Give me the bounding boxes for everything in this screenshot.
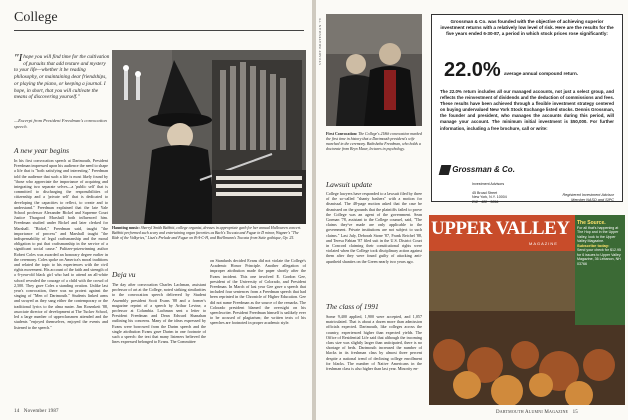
ad-body: The 22.0% return includes all our managed accounts, not just a select group, and reflects the reinvestment of dividends and the deduction of commissions and fees. These results have been achieved through a flexible investment strategy centered on buying undervalued New York Stock Exchange listed stocks. Dennis Grossman, the founder and president, who manages the accounts during this period, will manage your account. The minimum initial investment is $50,000. For further information, including a free brochure, call or write: bbox=[440, 89, 614, 131]
quote-attribution: —Excerpt from President Freedman's convocation speech. bbox=[14, 118, 107, 129]
caption-text: Sherryl Smith Babbitt, college organist, dresses in appropriate garb for her annual Halloween concert. Babbitt performed such scary and entertaining organ favorites as Bach's Toccata and Fugue in D minor, Wagner's "The Ride of the Valkyries," Liszt's Prelude and Fugue on B-A-C-H, and Boëllmann's Toccata from Suite gothique, Op. 25. bbox=[112, 226, 302, 240]
grossman-ad bbox=[431, 14, 623, 202]
ad-address bbox=[472, 177, 507, 205]
title-rule bbox=[14, 30, 304, 31]
upper-valley-magazine-label: MAGAZINE bbox=[529, 241, 558, 246]
upper-valley-sidebar bbox=[577, 221, 625, 266]
upper-valley-side-text: For all that's happening at The Hop and in the Upper Valley, look to the Upper Valley Magazine. bbox=[577, 225, 619, 243]
organist-photo bbox=[112, 50, 306, 224]
subhead-lawsuit: Lawsuit update bbox=[326, 180, 373, 189]
subhead-class-1991: The class of 1991 bbox=[326, 302, 379, 311]
ad-logo-sub: Investment Advisors bbox=[472, 181, 505, 186]
left-footer bbox=[14, 409, 59, 414]
upper-valley-side-title: The Source. bbox=[577, 220, 606, 226]
quote-text: hope you will find time for the cultivation of pursuits that add texture and mystery to your life—whether it be reading philosophy, or maintaining dear friendships, or playing the piano, or keeping a journal. I hope, in short, that you will cultivate the means of discovering yourself." bbox=[14, 54, 110, 101]
upper-valley-sub-label: Subscribe today: bbox=[577, 242, 610, 248]
pull-quote bbox=[14, 54, 110, 101]
ad-return-label: average annual compound return. bbox=[504, 71, 579, 76]
convocation-photo bbox=[326, 14, 422, 126]
ad-return-figure: 22.0% bbox=[444, 59, 501, 81]
ad-address-text: 45 Broad Street New York, N.Y. 10004 212 · 422 · 3056 bbox=[472, 190, 507, 204]
grossman-logo bbox=[440, 165, 515, 175]
subhead-deja-vu: Deja vu bbox=[112, 270, 136, 279]
grossman-logo-icon bbox=[439, 165, 452, 175]
upper-valley-ad bbox=[429, 215, 625, 405]
ad-headline: Grossman & Co. was founded with the objective of achieving superior investment returns with a relatively low level of risk. Here are the results for the five years ended 6-30-87, a period in which stock prices rose significantly: bbox=[440, 19, 614, 36]
left-page-number: 14 bbox=[14, 409, 20, 414]
right-page bbox=[316, 0, 628, 420]
caption-label: Haunting music: bbox=[112, 226, 140, 230]
left-footer-date: November 1987 bbox=[23, 409, 59, 414]
convocation-caption-label: First Convocation: bbox=[326, 132, 358, 136]
column-1-text: In his first convocation speech at Dartmouth, President Freedman impressed upon his audience the need to shape a life that is "both satisfying and interesting." Freedman told the audience that such a life is most likely found by "those who appreciate the importance of acquiring and integrating two separate selves—a 'public self' that is committed to discharging the responsibilities of citizenship and a 'private self' that is dedicated to developing the capacities to reflect, to create and to understand." Freedman explained that the late Yale School professor Alexander Bickel and Supreme Court Justice Thurgood Marshall both influenced him. Freedman studied under Bickel and later clerked for Marshall. "Bickel," Freedman said, taught "the importance of process" and Marshall taught "the indispensability of legal craftsmanship and the moral obligation to put that craftsmanship in the service of a significant social cause." Pulitzer-prizewinning author Robert Coles was awarded an honorary degree earlier in the ceremony. Coles spoke on America's moral traditions and related the topic to his experiences with the civil rights movement. His account of the faith and strength of a 6-year-old black girl who had to attend an all-white school revealed the courage of a child with the crowd of 2,500. They gave Coles a standing ovation. Unlike last year's convocation, there was no protest against the singing of "Men of Dartmouth." Students linked arms and swayed as they sang either the contemporary or the traditional lyrics to the alma mater. Jim Rosenkeit '88, associate director of development at The Tucker School, led a large number of upperclassmen attended and the students "enjoyed themselves, enjoyed the events and listened to the speech." bbox=[14, 158, 108, 330]
lawsuit-text: College lawyers have responded to a lawsuit filed by three of the so-called "shanty bashers" with a motion for dismissal. The 48-page motion asked that the case be dismissed on the grounds that the plaintiffs failed to prove the College was an agent of the government. Sean Gorman '78, assistant to the College counsel, said, "The claims they've made are only applicable to the government. Private institutions are not subject to such claims." Last July, Deborah Stone '87, Frank Reichel '88, and Teresa Fabian '87 filed suit in the U.S. District Court in Concord claiming their constitutional rights were violated when the College took disciplinary action against them after they were found guilty of attacking anti-apartheid shanties on the Green nearly two years ago. bbox=[326, 191, 422, 264]
photo-credit: STUART BRATESMAN '79 bbox=[318, 18, 322, 66]
section-title: College bbox=[14, 10, 58, 25]
ad-registered: Registered Investment Advisor Member NASD and SIPC bbox=[562, 193, 614, 202]
quote-drop-cap: "I bbox=[14, 52, 23, 64]
upper-valley-title: UPPER VALLEY bbox=[431, 218, 570, 239]
convocation-caption-text: The College's 218th convocation marked the first time in history that a Dartmouth president's wife marched in the ceremony. Bathsheba Freedman, who holds a doctorate from Bryn Mawr, lectures in psychology. bbox=[326, 132, 422, 151]
right-page-number: 15 bbox=[572, 410, 578, 415]
photo-caption bbox=[112, 226, 306, 241]
class-1991-text: Some 9,400 applied, 1,900 were accepted, and 1,057 matriculated. That is about a dozen more than admission officials expected. Dartmouth, like colleges across the country, experienced higher than expected yields. The Office of Residential Life said that although the incoming class size was slightly larger than anticipated, there is no shortage of beds. Dartmouth increased the number of blacks in its freshman class by almost three percent despite a national trend of declining college enrollment for blacks. The number of Native Americans in the freshman class is also higher than last year. Minority en- bbox=[326, 314, 422, 372]
subhead-new-year: A new year begins bbox=[14, 146, 70, 155]
right-footer bbox=[496, 409, 578, 415]
organist-photo-art bbox=[112, 50, 306, 224]
upper-valley-sub-text: Send your check for $12.95 for 6 issues to Upper Valley Magazine, 36 Lebanon, NH 03766 bbox=[577, 248, 621, 266]
column-3-text: on Standards decided Evans did not violate the College's Academic Honor Principle. Another allegation of improper attribution made the paper shortly after the Evans incident. This one involved E. Gordon Gee, president of the University of Colorado, and President Freedman. In March of last year Gee gave a speech that included four sentences from a Freedman speech that had been reprinted in the Chronicle of Higher Education. Gee did not name Freedman as the source of the remarks. The Colorado president blamed the oversight on his speechwriter. President Freedman himself is unlikely ever to be accused of plagiarism; the written texts of his speeches are footnoted in proper academic style. bbox=[210, 258, 306, 326]
column-2-text: The day after convocation Charles Lachman, assistant professor of art at the College, noted striking similarities to the convocation speech delivered by Student Assembly president Scott Evans '88 and a former's magazine reprint of a speech by Arthur Levine, a professor at Columbia. Lachman sent a letter to President Freedman and Dean Edward Shanahan outlining his concerns. Many of the ideas expressed by Evans were borrowed from the Dartm speech and the single attribution Evans gave Dartm in one footnote of such a speech: the text that many listeners believed the lines expressed belonged to Evans. The Committee bbox=[112, 282, 206, 345]
convocation-caption bbox=[326, 132, 422, 152]
convocation-photo-art bbox=[326, 14, 422, 126]
left-page bbox=[0, 0, 312, 420]
right-footer-title: Dartmouth Alumni Magazine bbox=[496, 410, 569, 415]
grossman-logo-text: Grossman & Co. bbox=[452, 165, 515, 175]
